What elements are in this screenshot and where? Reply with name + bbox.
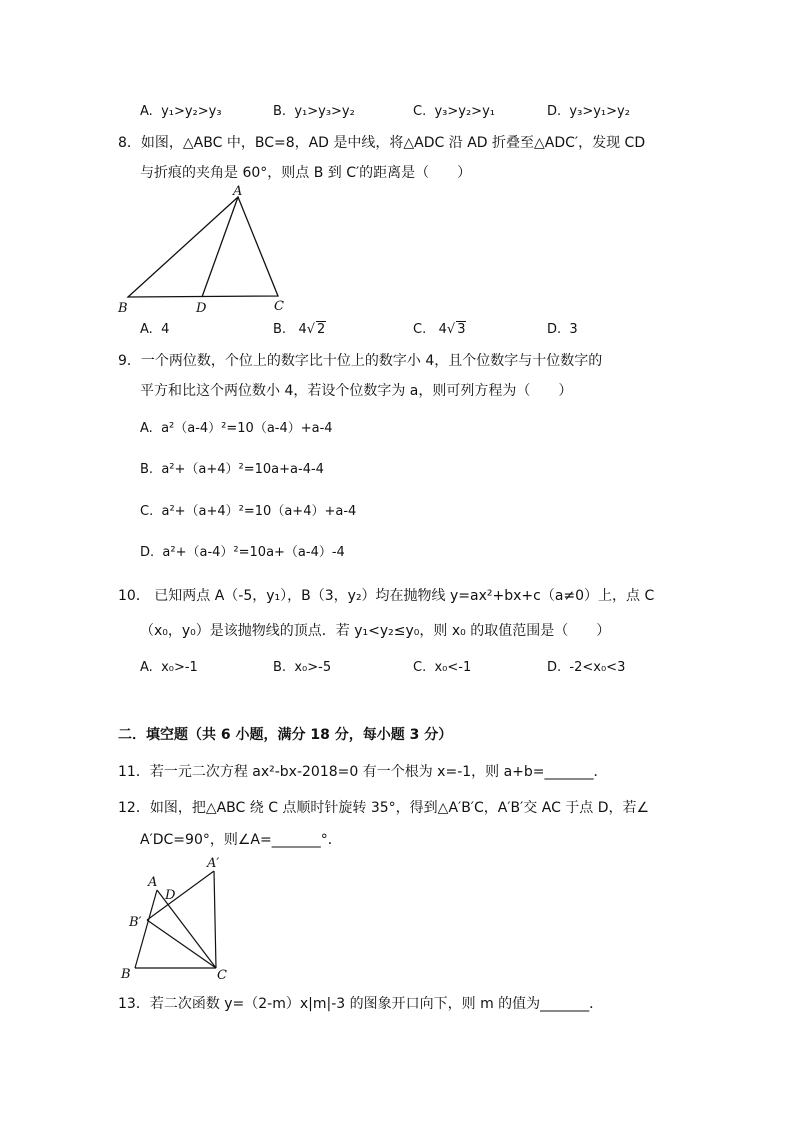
- q12-segment-bprime-c: [147, 920, 216, 968]
- q7-option-d: D. y₃>y₁>y₂: [547, 104, 630, 119]
- q8-option-d: D. 3: [547, 322, 578, 337]
- q9-stem-line2: 平方和比这个两位数小 4，若设个位数字为 a，则可列方程为（ ）: [140, 383, 573, 399]
- q12-stem-line1: 12．如图，把△ABC 绕 C 点顺时针旋转 35°，得到△A′B′C，A′B′交 AC 于点 D，若∠: [118, 800, 650, 816]
- q12-stem-line2: A′DC=90°，则∠A=_______°．: [140, 832, 342, 848]
- q9-option-d: D. a²+（a-4）²=10a+（a-4）-4: [140, 545, 345, 560]
- q7-option-b: B. y₁>y₃>y₂: [273, 104, 355, 119]
- q11-stem: 11．若一元二次方程 ax²-bx-2018=0 有一个根为 x=-1，则 a+b=_______．: [118, 764, 608, 780]
- q10-option-c: C. x₀<-1: [413, 660, 472, 675]
- q8-triangle-figure: [110, 185, 310, 320]
- sqrt-icon: √: [306, 322, 316, 337]
- q7-option-a: A. y₁>y₂>y₃: [140, 104, 222, 119]
- q10-option-a: A. x₀>-1: [140, 660, 198, 675]
- q8-option-a: A. 4: [140, 322, 170, 337]
- q12-rotation-figure: [115, 852, 240, 984]
- q12-label-aprime: A′: [207, 856, 220, 871]
- q7-option-c: C. y₃>y₂>y₁: [413, 104, 495, 119]
- q8-label-a: A: [233, 184, 243, 199]
- q10-option-d: D. -2<x₀<3: [547, 660, 626, 675]
- q8-option-c-coef: 4: [438, 322, 447, 337]
- q12-label-d: D: [165, 888, 176, 903]
- q8-median-ad: [202, 197, 238, 297]
- q12-label-b: B: [121, 967, 131, 982]
- q8-option-b: B. 4√ 2: [273, 322, 326, 337]
- q8-triangle-abc: [128, 197, 278, 297]
- q8-label-d: D: [196, 301, 207, 316]
- q12-label-a: A: [148, 875, 158, 890]
- q8-stem-line1: 8．如图，△ABC 中，BC=8，AD 是中线，将△ADC 沿 AD 折叠至△ADC′，发现 CD: [118, 135, 646, 151]
- q10-option-b: B. x₀>-5: [273, 660, 332, 675]
- q8-option-b-radicand: 2: [317, 322, 326, 337]
- sqrt-icon: √: [446, 322, 456, 337]
- q13-stem: 13．若二次函数 y=（2-m）x|m|-3 的图象开口向下，则 m 的值为_______．: [118, 996, 604, 1012]
- q9-option-b: B. a²+（a+4）²=10a+a-4-4: [140, 462, 324, 477]
- q12-label-c: C: [217, 968, 227, 983]
- q12-segment-aprime-c: [214, 871, 216, 968]
- section-2-heading: 二．填空题（共 6 小题，满分 18 分，每小题 3 分）: [118, 727, 453, 743]
- q9-option-c: C. a²+（a+4）²=10（a+4）+a-4: [140, 504, 357, 519]
- q8-option-c: C. 4√ 3: [413, 322, 466, 337]
- q8-option-c-radicand: 3: [457, 322, 466, 337]
- q10-stem-line2: （x₀，y₀）是该抛物线的顶点．若 y₁<y₂≤y₀，则 x₀ 的取值范围是（ ）: [140, 623, 611, 639]
- q8-stem-line2: 与折痕的夹角是 60°，则点 B 到 C′的距离是（ ）: [140, 165, 472, 181]
- q9-option-a: A. a²（a-4）²=10（a-4）+a-4: [140, 421, 333, 436]
- q8-label-b: B: [118, 301, 128, 316]
- q8-label-c: C: [274, 299, 284, 314]
- q12-label-bprime: B′: [129, 915, 142, 930]
- q10-stem-line1: 10． 已知两点 A（-5，y₁），B（3，y₂）均在抛物线 y=ax²+bx+c（a≠0）上，点 C: [118, 588, 655, 604]
- q9-stem-line1: 9．一个两位数，个位上的数字比十位上的数字小 4，且个位数字与十位数字的: [118, 353, 603, 369]
- q8-option-b-coef: 4: [298, 322, 307, 337]
